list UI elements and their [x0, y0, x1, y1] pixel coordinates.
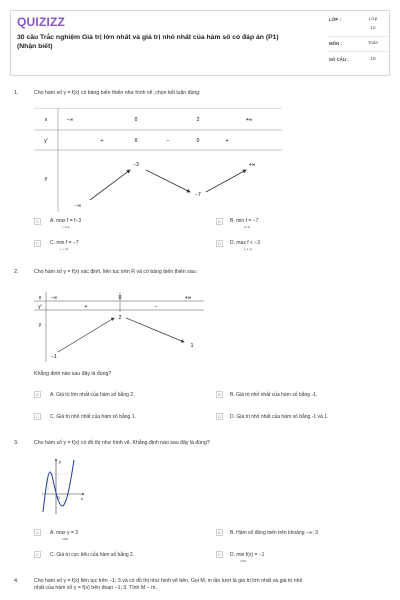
q3-option-b-text[interactable]: B. Hàm số đồng biến trên khoảng −∞; 3 [230, 530, 318, 536]
q1-option-d-text[interactable]: D. max f < −3 [230, 240, 261, 246]
question-4-text [34, 578, 394, 592]
q1-option-a-sub: (−3,0) [62, 225, 70, 229]
q1-x-value: −∞ [66, 117, 74, 123]
q2-x-value: +∞ [184, 295, 192, 301]
q3-option-d-sub: x∈R [240, 559, 247, 563]
q1-option-a-text[interactable]: A. max f = f−3 [50, 218, 82, 224]
meta-divider [329, 51, 387, 52]
q3-y-axis-label: y [59, 459, 61, 464]
q2-x-value: −∞ [50, 295, 58, 301]
question-4-number: 4. [14, 578, 19, 584]
q1-option-a-box[interactable]: A [34, 218, 41, 225]
q2-option-d-text[interactable]: D. Giá trị nhỏ nhất của hàm số bằng -1 và 1. [230, 414, 329, 420]
q2-arrow-decrease [126, 318, 184, 342]
q2-x-value: 0 [118, 295, 122, 301]
question-3-text: Cho hàm số y = f(x) có đồ thị như hình vẽ. Khẳng định nào sau đây là đúng? [34, 440, 210, 446]
q2-arrow-increase [58, 318, 114, 352]
q1-yprime-label: y' [44, 138, 48, 144]
q2-option-b-box[interactable]: B [216, 391, 223, 398]
question-4-text-line-1: Cho hàm số y = f(x) liên tục trên −1; 3 và có đồ thị như hình vẽ bên. Gọi M, m lần lượt là giá trị lớn nhất và giá trị nhỏ [34, 578, 303, 584]
question-1-text: Cho hàm số y = f(x) có bảng biến thiên như hình vẽ, chọn kết luận đúng: [34, 90, 201, 96]
q1-yprime-sign: + [225, 138, 229, 144]
question-3-number: 3. [14, 440, 19, 446]
q1-arrow-increase [206, 170, 246, 192]
question-2-number: 2. [14, 269, 19, 275]
q1-option-b-box[interactable]: B [216, 218, 223, 225]
q1-arrow-decrease [146, 170, 190, 192]
class-value-2: 12 [370, 26, 376, 31]
question-3-function-graph [40, 456, 86, 516]
q1-y-value: −∞ [74, 203, 82, 209]
q3-x-axis-label: x [81, 496, 83, 501]
q1-x-value: 2 [196, 117, 200, 123]
q1-x-value: 0 [134, 117, 138, 123]
q2-y-label: y [38, 322, 42, 328]
q1-option-d-box[interactable]: D [216, 240, 223, 247]
q3-function-curve [43, 460, 74, 512]
q2-option-c-text[interactable]: C. Giá trị nhỏ nhất của hàm số bằng 1. [50, 414, 136, 420]
meta-divider [329, 36, 387, 37]
q1-option-c-sub: (−∞,2) [60, 247, 69, 251]
q1-x-label: x [44, 117, 48, 123]
q3-option-b-box[interactable]: B [216, 529, 223, 536]
class-label: LỚP : [329, 17, 341, 22]
q1-option-c-box[interactable]: C [34, 240, 41, 247]
q3-option-a-text[interactable]: A. max y = 3 [50, 530, 78, 536]
title-line-1: 30 câu Trắc nghiệm Giá trị lớn nhất và giá trị nhỏ nhất của hàm số có đáp án (P1) [17, 34, 279, 41]
q1-yprime-sign: − [166, 138, 170, 144]
q1-option-b-text[interactable]: B. min f = −7 [230, 218, 259, 224]
q3-option-a-box[interactable]: A [34, 529, 41, 536]
q2-yprime-label: y' [38, 304, 42, 310]
q1-y-value: +∞ [248, 162, 256, 168]
question-4-text-line-2: nhất của hàm số y = f(x) trên đoạn −1; 3. Tính M − m. [34, 585, 157, 591]
class-value-1: Lớp [368, 17, 378, 22]
q1-option-c-text[interactable]: C. min f = −7 [50, 240, 79, 246]
q2-y-value: −1 [51, 354, 57, 360]
question-1-number: 1. [14, 90, 19, 96]
q3-option-d-box[interactable]: D [216, 551, 223, 558]
q2-x-label: x [38, 295, 42, 301]
q3-option-a-sub: x∈R [62, 537, 69, 541]
q1-y-label: y [44, 176, 48, 182]
subject-value: Toán [367, 41, 379, 46]
q2-yprime-sign: − [154, 304, 158, 310]
q2-y-value: 2 [118, 315, 122, 321]
q3-origin-label: O [57, 496, 60, 500]
document-title [17, 33, 317, 51]
q1-yprime-zero: 0 [196, 138, 200, 144]
q2-option-d-box[interactable]: D [216, 413, 223, 420]
q1-arrow-increase [90, 170, 130, 200]
q2-yprime-sign: + [84, 304, 88, 310]
title-line-2: (Nhận biết) [17, 43, 53, 50]
q1-y-value: −7 [195, 192, 201, 198]
q3-option-c-box[interactable]: C [34, 551, 41, 558]
q2-option-a-text[interactable]: A. Giá trị lớn nhất của hàm số bằng 2. [50, 392, 135, 398]
q1-yprime-sign: + [100, 138, 104, 144]
question-2-text: Cho hàm số y = f(x) xác định, liên tục trên R và có bảng biến thiên sau: [34, 269, 198, 275]
q2-y-value: 1 [190, 343, 194, 349]
count-value: 15 [370, 57, 376, 62]
q3-option-c-text[interactable]: C. Giá trị cực tiểu của hàm số bằng 2. [50, 552, 135, 558]
q1-x-value: +∞ [245, 117, 253, 123]
q1-yprime-zero: 0 [134, 138, 138, 144]
question-1-variation-table [34, 108, 282, 212]
q1-option-b-sub: (1,3) [244, 225, 251, 229]
question-2-variation-table [34, 292, 204, 362]
q1-y-value: −3 [133, 162, 139, 168]
question-2-prompt: Khẳng định nào sau đây là đúng? [34, 371, 112, 377]
subject-label: MÔN : [329, 41, 342, 46]
quizizz-logo: QUIZIZZ [17, 15, 66, 29]
q3-option-d-text[interactable]: D. min f(x) = −1 [230, 552, 265, 558]
q2-option-a-box[interactable]: A [34, 391, 41, 398]
document-header [10, 10, 390, 76]
count-label: SỐ CÂU : [329, 57, 349, 62]
q1-option-d-sub: (−1,1) [244, 247, 252, 251]
q2-option-b-text[interactable]: B. Giá trị nhỏ nhất của hàm số bằng -1. [230, 392, 318, 398]
q2-option-c-box[interactable]: C [34, 413, 41, 420]
